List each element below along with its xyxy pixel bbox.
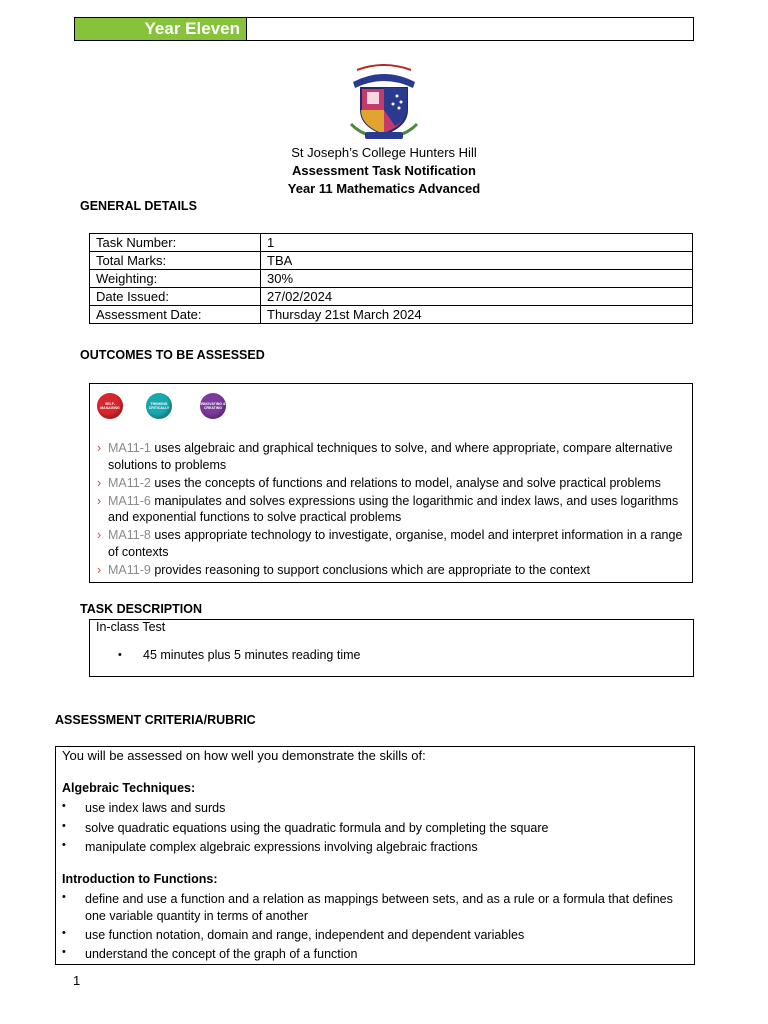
rubric-intro: You will be assessed on how well you demonstrate the skills of: bbox=[62, 748, 426, 763]
self-managing-badge-icon: SELF-MANAGING bbox=[97, 393, 123, 419]
outcomes-box bbox=[89, 383, 693, 583]
notification-title: Assessment Task Notification bbox=[292, 163, 476, 178]
row-label: Task Number: bbox=[90, 234, 261, 252]
bullet-icon: • bbox=[62, 946, 66, 958]
bullet-icon: • bbox=[62, 927, 66, 939]
chevron-right-icon: › bbox=[97, 475, 102, 490]
year-label: Year Eleven bbox=[75, 18, 247, 40]
course-title: Year 11 Mathematics Advanced bbox=[287, 181, 481, 196]
list-item bbox=[97, 493, 691, 526]
outcome-text: manipulates and solves expressions using the logarithmic and index laws, and uses logarithms and exponential functions to solve practical problems bbox=[108, 493, 679, 524]
chevron-right-icon: › bbox=[97, 441, 102, 455]
chevron-right-icon: › bbox=[97, 528, 102, 542]
list-item bbox=[97, 527, 691, 560]
rubric-section-title: Introduction to Functions: bbox=[62, 872, 218, 886]
page-number: 1 bbox=[73, 973, 81, 988]
outcome-text: uses the concepts of functions and relations to model, analyse and solve practical problems bbox=[150, 475, 661, 490]
row-label: Total Marks: bbox=[90, 252, 261, 270]
college-crest-logo bbox=[347, 64, 421, 144]
table-row bbox=[90, 252, 693, 270]
outcome-code: MA11-6 bbox=[108, 493, 151, 508]
school-name: St Joseph’s College Hunters Hill bbox=[291, 145, 477, 160]
table-row bbox=[90, 270, 693, 288]
task-type: In-class Test bbox=[96, 620, 166, 634]
table-row bbox=[90, 306, 693, 324]
table-row bbox=[90, 288, 693, 306]
general-details-table bbox=[89, 233, 693, 324]
list-item: • define and use a function and a relation as mappings between sets, and as a rule or a formula that defines one variable quantity in terms of another bbox=[62, 891, 673, 923]
row-label: Date Issued: bbox=[90, 288, 261, 306]
year-banner bbox=[74, 17, 694, 41]
outcomes-heading: OUTCOMES TO BE ASSESSED bbox=[80, 348, 265, 362]
chevron-right-icon: › bbox=[97, 493, 102, 508]
bullet-icon: • bbox=[62, 820, 66, 832]
task-description-heading: TASK DESCRIPTION bbox=[80, 602, 202, 616]
outcome-text: uses algebraic and graphical techniques to solve, and where appropriate, compare alternative solutions to problems bbox=[108, 441, 673, 472]
innovating-creating-badge-icon: INNOVATING & CREATING bbox=[200, 393, 226, 419]
list-item bbox=[97, 475, 691, 492]
outcomes-list bbox=[97, 440, 691, 580]
table-row bbox=[90, 234, 693, 252]
outcome-code: MA11-2 bbox=[108, 475, 151, 490]
bullet-icon: • bbox=[62, 891, 66, 903]
outcome-text: provides reasoning to support conclusions which are appropriate to the context bbox=[150, 562, 590, 577]
rubric-section-title: Algebraic Techniques: bbox=[62, 781, 196, 795]
bullet-icon: • bbox=[62, 839, 66, 851]
rubric-heading: ASSESSMENT CRITERIA/RUBRIC bbox=[55, 713, 256, 727]
general-details-heading: GENERAL DETAILS bbox=[80, 199, 197, 213]
list-item: • solve quadratic equations using the quadratic formula and by completing the square bbox=[62, 820, 549, 835]
list-item: • use function notation, domain and range, independent and dependent variables bbox=[62, 927, 525, 942]
list-item bbox=[97, 440, 691, 473]
list-item: • understand the concept of the graph of a function bbox=[62, 946, 358, 961]
outcome-text: uses appropriate technology to investigate, organise, model and interpret information in a range of contexts bbox=[108, 528, 683, 559]
bullet-icon: • bbox=[62, 800, 66, 812]
list-item: • manipulate complex algebraic expressions involving algebraic fractions bbox=[62, 839, 478, 854]
list-item: • use index laws and surds bbox=[62, 800, 226, 815]
list-item bbox=[97, 562, 691, 579]
task-detail: 45 minutes plus 5 minutes reading time bbox=[143, 648, 361, 662]
bullet-icon: • bbox=[118, 649, 122, 661]
row-label: Assessment Date: bbox=[90, 306, 261, 324]
outcome-code: MA11-8 bbox=[108, 528, 151, 542]
row-value: 27/02/2024 bbox=[261, 288, 693, 306]
chevron-right-icon: › bbox=[97, 562, 102, 577]
row-value: TBA bbox=[261, 252, 693, 270]
rubric-box bbox=[55, 746, 695, 965]
task-description-box bbox=[89, 619, 694, 677]
thinking-critically-badge-icon: THINKING CRITICALLY bbox=[146, 393, 172, 419]
row-label: Weighting: bbox=[90, 270, 261, 288]
row-value: 1 bbox=[261, 234, 693, 252]
outcome-code: MA11-1 bbox=[108, 441, 151, 455]
outcome-code: MA11-9 bbox=[108, 562, 151, 577]
row-value: 30% bbox=[261, 270, 693, 288]
row-value: Thursday 21st March 2024 bbox=[261, 306, 693, 324]
